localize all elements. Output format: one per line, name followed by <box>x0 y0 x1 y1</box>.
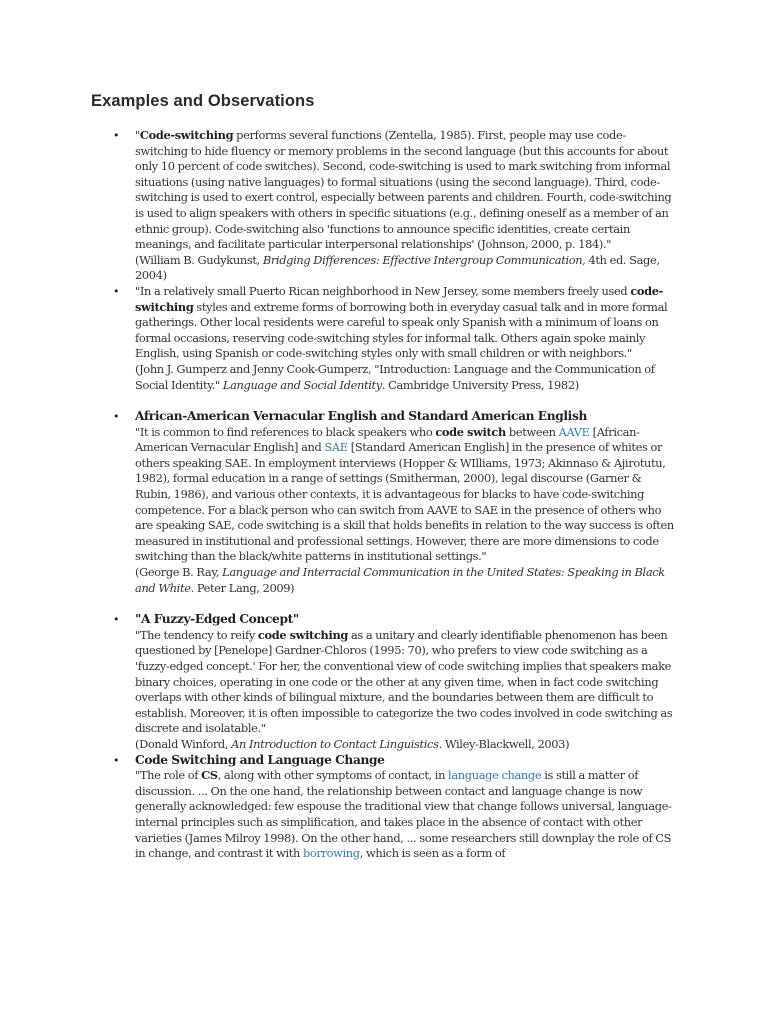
language-change-link[interactable]: language change <box>448 768 542 783</box>
citation-author: (Donald Winford, <box>135 736 232 751</box>
quote-text: styles and extreme forms of borrowing both in everyday casual talk and in more formal gatherings. Other local residents were careful to speak only Spanish with a minimum of loans on formal occasions, reserving code-switching styles for informal talk. Others again spoke mainly English, using Spanish or code-switching styles only with small children or with neighbors." <box>135 299 668 361</box>
examples-list <box>113 128 678 862</box>
citation-author: (William B. Gudykunst, <box>135 252 263 267</box>
keyword: CS <box>201 768 218 783</box>
sae-link[interactable]: SAE <box>324 440 348 455</box>
entry-heading: • "A Fuzzy-Edged Concept" <box>135 612 299 627</box>
entry-heading: • Code Switching and Language Change <box>135 752 385 767</box>
list-item <box>113 128 678 284</box>
quote-text: "In a relatively small Puerto Rican neighborhood in New Jersey, some members freely used <box>135 283 631 298</box>
quote-text: as a unitary and clearly identifiable phenomenon has been questioned by [Penelope] Gardner-Chloros (1995: 70), who prefers to view code switching as a 'fuzzy-edged concept.' For her, the conventional view of code switching implies that speakers make binary choices, operating in one code or the other at any given time, when in fact code switching overlaps with other kinds of bilingual mixture, and the boundaries between them are difficult to establish. Moreover, it is often impossible to categorize the two codes involved in code switching as discrete and isolatable." <box>135 627 673 736</box>
citation-author: (John J. Gumperz and Jenny Cook-Gumperz, "Introduction: Language and the Communication of Social Identity." <box>135 361 655 392</box>
citation-publisher: , 4th ed. Sage, 2004) <box>135 252 660 283</box>
quote-text: , which is seen as a form of <box>359 846 506 861</box>
keyword: code switch <box>435 424 506 439</box>
quote-text: is still a matter of discussion. ... On the one hand, the relationship between contact and language change is now generally acknowledged: few espouse the traditional view that change follows universal, language-internal principles such as simplification, and takes place in the absence of contact with other varieties (James Milroy 1998). On the other hand, ... some researchers still downplay the role of CS in change, and contrast it with <box>135 768 672 861</box>
citation <box>135 253 678 284</box>
quote-text: between <box>505 424 559 439</box>
entry-heading: • African-American Vernacular English and Standard American English <box>135 409 587 424</box>
quote-text: , along with other symptoms of contact, in <box>217 768 449 783</box>
quote-text: "The role of <box>135 768 202 783</box>
citation-title: An Introduction to Contact Linguistics <box>231 736 439 751</box>
quote-text: performs several functions (Zentella, 1985). First, people may use code-switching to hide fluency or memory problems in the second language (but this accounts for about only 10 percent of code switches). Second, code-switching is used to mark switching from informal situations (using native languages) to formal situations (using the second language). Third, code-switching is used to exert control, especially between parents and children. Fourth, code-switching is used to align speakers with others in specific situations (e.g., defining oneself as a member of an ethnic group). Code-switching also 'functions to announce specific identities, create certain meanings, and facilitate particular interpersonal relationships' (Johnson, 2000, p. 184)." <box>135 128 672 252</box>
quote-text: [African-American Vernacular English] and <box>135 424 640 455</box>
borrowing-link[interactable]: borrowing <box>302 846 360 861</box>
list-item <box>113 612 678 752</box>
list-item <box>113 409 678 596</box>
aave-link[interactable]: AAVE <box>558 424 590 439</box>
quote-open: " <box>135 128 140 142</box>
citation-publisher: . Wiley-Blackwell, 2003) <box>438 736 570 751</box>
keyword: Code-switching <box>139 128 234 142</box>
citation <box>135 362 678 393</box>
quote-text: "It is common to find references to black speakers who <box>135 424 436 439</box>
quote-text: "The tendency to reify <box>135 627 258 642</box>
quote-text: [Standard American English] in the presence of whites or others speaking SAE. In employment interviews (Hopper & WIlliams, 1973; Akinnaso & Ajirotutu, 1982), formal education in a range of settings (Smitherman, 2000), legal discourse (Garner & Rubin, 1986), and various other contexts, it is advantageous for blacks to have code-switching competence. For a black person who can switch from AAVE to SAE in the presence of others who are speaking SAE, code switching is a skill that holds benefits in relation to the way success is often measured in institutional and professional settings. However, there are more dimensions to code switching than the black/white patterns in institutional settings." <box>135 440 674 564</box>
citation-title: Bridging Differences: Effective Intergroup Communication <box>262 252 583 267</box>
citation-title: Language and Social Identity <box>222 377 382 392</box>
citation <box>135 737 678 753</box>
citation-publisher: . Cambridge University Press, 1982) <box>381 377 579 392</box>
citation <box>135 565 678 596</box>
list-item <box>113 284 678 393</box>
citation-author: (George B. Ray, <box>135 565 223 580</box>
keyword: code-switching <box>135 283 664 314</box>
section-title: Examples and Observations <box>91 92 315 110</box>
keyword: code switching <box>257 627 349 642</box>
list-item <box>113 753 678 862</box>
citation-title: Language and Interracial Communication in the United States: Speaking in Black and White <box>135 565 665 595</box>
citation-publisher: . Peter Lang, 2009) <box>190 580 295 595</box>
